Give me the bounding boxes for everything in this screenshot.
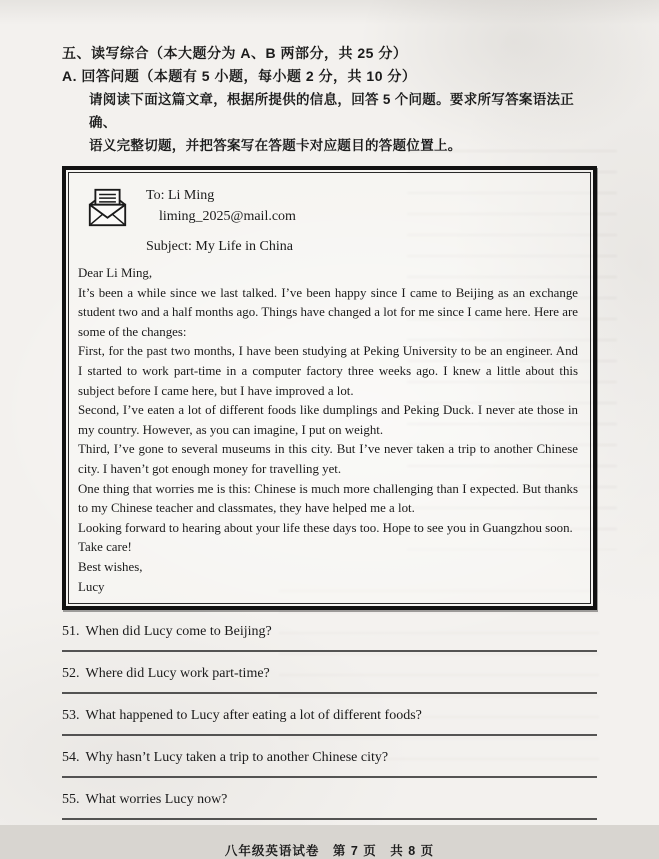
question-number: 55.: [62, 792, 80, 808]
email-paragraph: Looking forward to hearing about your life these days too. Hope to see you in Guangzhou soon.: [78, 520, 573, 535]
answer-line: [62, 692, 597, 694]
question-text: When did Lucy come to Beijing?: [85, 624, 272, 640]
email-card: [62, 166, 597, 610]
question-item: [62, 623, 597, 641]
answer-line: [62, 734, 597, 736]
email-body: [78, 264, 578, 597]
question-number: 51.: [62, 624, 80, 640]
email-closing: Best wishes,: [78, 559, 143, 574]
instruction-line: 请阅读下面这篇文章，根据所提供的信息，回答 5 个问题。要求所写答案语法正确、: [89, 92, 575, 130]
question-item: [62, 665, 597, 683]
question-number: 54.: [62, 750, 80, 766]
question-text: Why hasn’t Lucy taken a trip to another Chinese city?: [85, 750, 389, 766]
answer-line: [62, 818, 597, 820]
question-item: [62, 791, 597, 809]
instructions: [62, 88, 597, 157]
question-item: [62, 707, 597, 725]
page-footer: 八年级英语试卷 第 7 页 共 8 页: [224, 844, 435, 859]
instruction-line: 语义完整切题，并把答案写在答题卡对应题目的答题位置上。: [89, 138, 462, 153]
email-paragraph: First, for the past two months, I have been studying at Peking University to be an engineer. And I started to work part-time in a computer factory three weeks ago. I knew a little about this subject before I came here, but I have improved a lot.: [78, 344, 578, 398]
part-heading: A. 回答问题（本题有 5 小题，每小题 2 分，共 10 分）: [62, 68, 417, 84]
question-list: [62, 623, 597, 820]
email-signature: Lucy: [78, 579, 105, 594]
question-text: What worries Lucy now?: [85, 792, 228, 808]
email-signoff: [78, 538, 578, 597]
email-greeting: Dear Li Ming,: [78, 266, 153, 280]
email-meta: [146, 185, 296, 257]
email-card-inner: [68, 172, 591, 604]
email-paragraph: Third, I’ve gone to several museums in this city. But I’ve never taken a trip to another Chinese city. I haven’t got enough money for travelling yet.: [78, 442, 578, 476]
answer-line: [62, 650, 597, 652]
email-paragraph: Second, I’ve eaten a lot of different foods like dumplings and Peking Duck. I never ate those in my country. However, as you can imagine, I put on weight.: [78, 403, 578, 437]
section-heading: 五、读写综合（本大题分为 A、B 两部分，共 25 分）: [62, 45, 408, 61]
email-closing: Take care!: [78, 540, 132, 555]
answer-line: [62, 776, 597, 778]
email-paragraph: One thing that worries me is this: Chinese is much more challenging than I expected. But thanks to my Chinese teacher and classmates, they have helped me a lot.: [78, 481, 578, 516]
email-to: To: Li Ming: [146, 188, 215, 203]
envelope-icon: [84, 187, 131, 228]
question-number: 53.: [62, 708, 80, 724]
question-item: [62, 749, 597, 767]
email-paragraph: It’s been a while since we last talked. I’ve been happy since I came to Beijing as an exchange student two and a half months ago. Things have changed a lot for me since I came here. Here are some of the changes:: [78, 285, 578, 339]
email-header: [78, 182, 578, 257]
question-number: 52.: [62, 666, 80, 682]
question-text: What happened to Lucy after eating a lot of different foods?: [85, 708, 422, 724]
question-text: Where did Lucy work part-time?: [85, 666, 270, 682]
email-subject: Subject: My Life in China: [146, 239, 293, 254]
email-address: liming_2025@mail.com: [159, 209, 296, 224]
